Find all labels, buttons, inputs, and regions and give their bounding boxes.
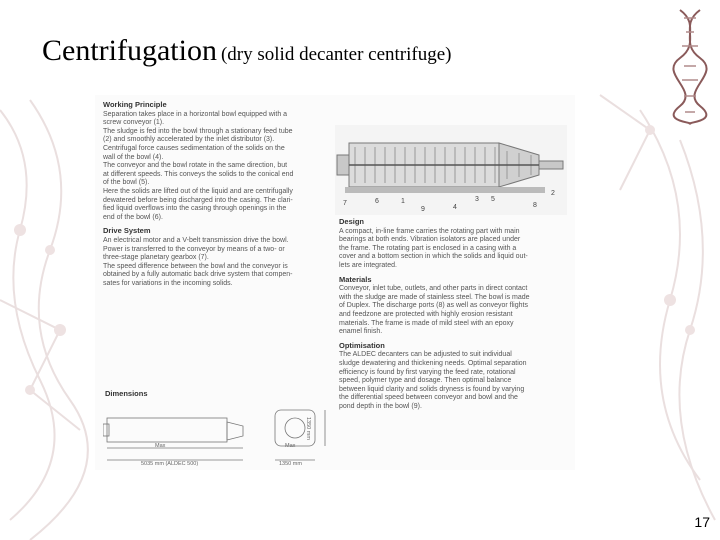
text-line: of the bowl (5). <box>103 179 150 187</box>
section-materials <box>339 276 569 337</box>
section-body <box>339 351 569 411</box>
callout-9: 9 <box>421 206 425 213</box>
slide-title <box>42 34 452 68</box>
text-line: The conveyor and the bowl rotate in the same direction, but <box>103 162 288 170</box>
text-line: Separation takes place in a horizontal bowl equipped with a <box>103 110 288 118</box>
text-line: sludge dewatering and thickening needs. Optimal separation <box>339 359 527 367</box>
text-line: A compact, in-line frame carries the rotating part with main <box>339 227 520 235</box>
text-line: the differential speed between conveyor and bowl and the <box>339 394 518 402</box>
dim-label-length: 5035 mm (ALDEC 500) <box>141 461 199 467</box>
section-working-principle <box>103 101 331 222</box>
callout-7: 7 <box>343 200 347 207</box>
text-line: wall of the bowl (4). <box>103 153 164 161</box>
callout-5: 5 <box>491 196 495 203</box>
text-line: end of the bowl (6). <box>103 213 163 221</box>
section-body <box>103 237 331 289</box>
callout-2: 2 <box>551 190 555 197</box>
scanned-brochure <box>95 95 575 470</box>
text-line: Conveyor, inlet tube, outlets, and other parts in direct contact <box>339 285 528 293</box>
text-line: The speed difference between the bowl and the conveyor is <box>103 262 288 270</box>
section-heading: Optimisation <box>339 340 385 350</box>
text-line: The sludge is fed into the bowl through a stationary feed tube <box>103 127 293 135</box>
slide-number: 17 <box>694 514 710 530</box>
text-line: materials. The frame is made of mild steel with an epoxy <box>339 319 514 327</box>
dim-label-max-left: Max <box>155 443 166 449</box>
dimensions-drawing <box>103 400 333 466</box>
section-heading: Working Principle <box>103 100 167 109</box>
text-line: speed, polymer type and dosage. Then optimal balance <box>339 377 512 385</box>
text-line: bearings at both ends. Vibration isolators are placed under <box>339 236 521 244</box>
text-line: three-stage planetary gearbox (7). <box>103 254 209 262</box>
text-line: with the sludge are made of stainless steel. The bowl is made <box>339 293 530 301</box>
text-line: sates for variations in the incoming solids. <box>103 279 233 287</box>
text-line: Here the solids are lifted out of the liquid and are centrifugally <box>103 187 293 195</box>
dim-label-width: 1350 mm <box>279 461 302 467</box>
section-body <box>339 228 569 271</box>
section-body <box>339 285 569 337</box>
text-line: at different speeds. This conveys the solids to the conical end <box>103 170 294 178</box>
dimensions-heading: Dimensions <box>105 389 148 398</box>
callout-3: 3 <box>475 196 479 203</box>
text-line: dewatered before being discharged into the casing. The clari- <box>103 196 293 204</box>
callout-6: 6 <box>375 198 379 205</box>
text-line: lets are integrated. <box>339 261 397 269</box>
slide-title-main: Centrifugation <box>42 34 217 67</box>
section-heading: Drive System <box>103 226 151 236</box>
text-line: cover and a bottom section in which the solids and liquid out- <box>339 253 528 261</box>
slide-title-sub: (dry solid decanter centrifuge) <box>220 44 452 65</box>
decanter-diagram <box>335 125 567 215</box>
text-line: The ALDEC decanters can be adjusted to suit individual <box>339 351 512 359</box>
text-line: fied liquid overflows into the casing through openings in the <box>103 205 287 213</box>
callout-1: 1 <box>401 198 405 205</box>
section-drive-system <box>103 227 331 288</box>
text-line: of Duplex. The discharge ports (8) as well as conveyor flights <box>339 302 528 310</box>
text-line: screw conveyor (1). <box>103 119 165 127</box>
section-design <box>339 218 569 271</box>
dna-helix-icon <box>672 6 708 126</box>
callout-8: 8 <box>533 202 537 209</box>
right-text-column <box>339 218 569 416</box>
text-line: An electrical motor and a V-belt transmission drive the bowl. <box>103 236 289 244</box>
text-line: between liquid clarity and solids dryness is found by varying <box>339 385 525 393</box>
text-line: obtained by a fully automatic back drive system that compen- <box>103 271 293 279</box>
text-line: the frame. The rotating part is enclosed in a casing with a <box>339 244 517 252</box>
section-heading: Materials <box>339 274 372 284</box>
dim-label-max-right: Max <box>285 443 296 449</box>
section-heading: Design <box>339 217 365 226</box>
left-text-column <box>103 101 331 293</box>
text-line: enamel finish. <box>339 328 383 336</box>
text-line: pond depth in the bowl (9). <box>339 402 422 410</box>
section-body <box>103 111 331 223</box>
text-line: (2) and smoothly accelerated by the inlet distributor (3). <box>103 136 275 144</box>
text-line: Power is transferred to the conveyor by means of a two- or <box>103 245 285 253</box>
callout-4: 4 <box>453 204 457 211</box>
text-line: and feedzone are protected with highly erosion resistant <box>339 310 513 318</box>
text-line: efficiency is found by first varying the feed rate, rotational <box>339 368 516 376</box>
dim-label-height: 1350 mm <box>305 417 311 440</box>
text-line: Centrifugal force causes sedimentation of the solids on the <box>103 144 285 152</box>
section-optimisation <box>339 342 569 412</box>
